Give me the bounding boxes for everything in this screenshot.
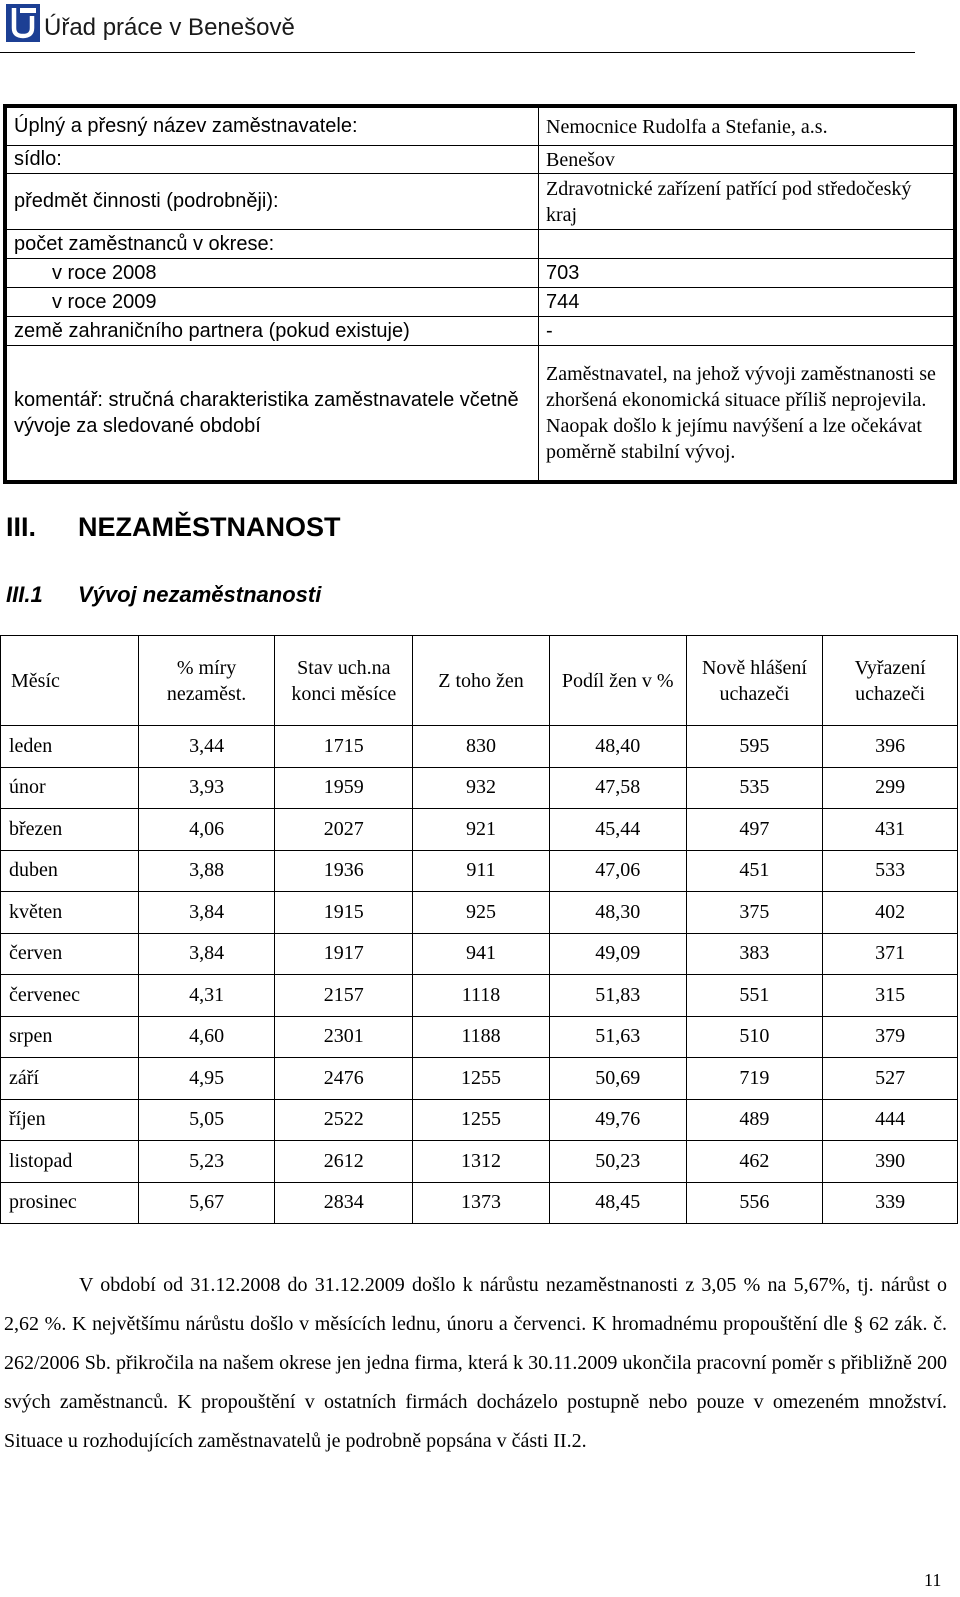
summary-paragraph: V období od 31.12.2008 do 31.12.2009 došlo k nárůstu nezaměstnanosti z 3,05 % na 5,67%, tj. nárůst o 2,62 %. K největšímu nárůstu došlo v měsících lednu, únoru a červenci. K hromadnému propouštění dle § 62 zák. č. 262/2006 Sb. přikročila na našem okrese jen jedna firma, která k 30.11.2009 ukončila pracovní poměr s přibližně 200 svých zaměstnanců. K propouštění v ostatních firmách docházelo postupně nebo pouze v omezeném množství. Situace u rozhodujících zaměstnavatelů je podrobně popsána v části II.2. <box>4 1274 947 1452</box>
page-header <box>0 0 915 53</box>
employer-seat-row <box>7 146 954 174</box>
table-cell: 315 <box>823 975 958 1017</box>
table-cell: 50,69 <box>549 1058 686 1100</box>
table-cell: 719 <box>686 1058 823 1100</box>
table-cell: 431 <box>823 809 958 851</box>
month-cell: duben <box>1 850 139 892</box>
employer-2009-row <box>7 288 954 317</box>
column-header: Nově hlášení uchazeči <box>686 636 823 726</box>
table-cell: 533 <box>823 850 958 892</box>
table-cell: 462 <box>686 1141 823 1183</box>
table-cell: 390 <box>823 1141 958 1183</box>
employer-name-value: Nemocnice Rudolfa a Stefanie, a.s. <box>539 108 954 146</box>
table-cell: 48,40 <box>549 726 686 768</box>
table-cell: 5,67 <box>138 1182 275 1224</box>
partner-country-value: - <box>539 317 954 346</box>
subsection-title: Vývoj nezaměstnanosti <box>78 582 322 607</box>
table-row <box>1 933 958 975</box>
employer-partner-row <box>7 317 954 346</box>
page-number: 11 <box>924 1570 942 1590</box>
year-2009-label: v roce 2009 <box>7 288 539 317</box>
table-cell: 2476 <box>275 1058 413 1100</box>
table-cell: 48,30 <box>549 892 686 934</box>
table-cell: 49,09 <box>549 933 686 975</box>
subsection-number: III.1 <box>6 582 43 607</box>
month-cell: leden <box>1 726 139 768</box>
employer-seat-value: Benešov <box>539 146 954 174</box>
table-cell: 1373 <box>413 1182 550 1224</box>
table-cell: 4,95 <box>138 1058 275 1100</box>
employer-seat-label: sídlo: <box>7 146 539 174</box>
table-row <box>1 1182 958 1224</box>
table-cell: 1188 <box>413 1016 550 1058</box>
table-cell: 1715 <box>275 726 413 768</box>
table-cell: 595 <box>686 726 823 768</box>
table-cell: 1312 <box>413 1141 550 1183</box>
table-cell: 2834 <box>275 1182 413 1224</box>
employer-2008-row <box>7 259 954 288</box>
month-cell: listopad <box>1 1141 139 1183</box>
table-cell: 339 <box>823 1182 958 1224</box>
table-row <box>1 726 958 768</box>
table-row <box>1 809 958 851</box>
labour-office-logo-icon <box>6 4 40 42</box>
table-cell: 48,45 <box>549 1182 686 1224</box>
office-title: Úřad práce v Benešově <box>44 14 295 41</box>
employer-employees-label: počet zaměstnanců v okrese: <box>7 230 539 259</box>
table-cell: 932 <box>413 767 550 809</box>
table-cell: 1915 <box>275 892 413 934</box>
table-cell: 1118 <box>413 975 550 1017</box>
table-row <box>1 1058 958 1100</box>
employer-name-row <box>7 108 954 146</box>
table-cell: 911 <box>413 850 550 892</box>
employer-activity-row <box>7 174 954 230</box>
month-cell: září <box>1 1058 139 1100</box>
column-header: Stav uch.na konci měsíce <box>275 636 413 726</box>
year-2008-label: v roce 2008 <box>7 259 539 288</box>
employer-activity-value: Zdravotnické zařízení patřící pod středočeský kraj <box>539 174 954 230</box>
table-cell: 50,23 <box>549 1141 686 1183</box>
table-cell: 1255 <box>413 1058 550 1100</box>
table-cell: 2301 <box>275 1016 413 1058</box>
table-cell: 47,58 <box>549 767 686 809</box>
table-cell: 830 <box>413 726 550 768</box>
table-cell: 5,23 <box>138 1141 275 1183</box>
column-header: Podíl žen v % <box>549 636 686 726</box>
year-2008-value: 703 <box>539 259 954 288</box>
table-cell: 396 <box>823 726 958 768</box>
table-cell: 383 <box>686 933 823 975</box>
employer-name-label: Úplný a přesný název zaměstnavatele: <box>7 108 539 146</box>
unemployment-table <box>0 635 958 1224</box>
month-cell: březen <box>1 809 139 851</box>
table-cell: 556 <box>686 1182 823 1224</box>
table-cell: 510 <box>686 1016 823 1058</box>
table-cell: 1917 <box>275 933 413 975</box>
table-cell: 2522 <box>275 1099 413 1141</box>
table-row <box>1 767 958 809</box>
month-cell: únor <box>1 767 139 809</box>
table-cell: 1936 <box>275 850 413 892</box>
table-cell: 444 <box>823 1099 958 1141</box>
table-row <box>1 975 958 1017</box>
table-cell: 4,31 <box>138 975 275 1017</box>
table-cell: 45,44 <box>549 809 686 851</box>
table-cell: 3,44 <box>138 726 275 768</box>
table-cell: 451 <box>686 850 823 892</box>
table-row <box>1 1099 958 1141</box>
employer-comment-label: komentář: stručná charakteristika zaměstnavatele včetně vývoje za sledované období <box>7 346 539 481</box>
table-cell: 527 <box>823 1058 958 1100</box>
month-cell: říjen <box>1 1099 139 1141</box>
table-cell: 921 <box>413 809 550 851</box>
table-cell: 925 <box>413 892 550 934</box>
column-header: Vyřazení uchazeči <box>823 636 958 726</box>
table-cell: 299 <box>823 767 958 809</box>
table-cell: 2027 <box>275 809 413 851</box>
table-cell: 49,76 <box>549 1099 686 1141</box>
table-cell: 2612 <box>275 1141 413 1183</box>
table-cell: 47,06 <box>549 850 686 892</box>
month-cell: srpen <box>1 1016 139 1058</box>
table-cell: 3,84 <box>138 892 275 934</box>
column-header: Měsíc <box>1 636 139 726</box>
month-cell: květen <box>1 892 139 934</box>
table-cell: 1959 <box>275 767 413 809</box>
employer-comment-row <box>7 346 954 481</box>
employer-employees-row <box>7 230 954 259</box>
table-cell: 51,83 <box>549 975 686 1017</box>
table-cell: 3,88 <box>138 850 275 892</box>
table-cell: 371 <box>823 933 958 975</box>
table-header-row <box>1 636 958 726</box>
table-cell: 379 <box>823 1016 958 1058</box>
table-row <box>1 892 958 934</box>
partner-country-label: země zahraničního partnera (pokud existuje) <box>7 317 539 346</box>
employer-activity-label: předmět činnosti (podrobněji): <box>7 174 539 230</box>
employer-info-table <box>3 104 957 484</box>
table-cell: 2157 <box>275 975 413 1017</box>
year-2009-value: 744 <box>539 288 954 317</box>
table-cell: 3,84 <box>138 933 275 975</box>
table-cell: 489 <box>686 1099 823 1141</box>
table-cell: 4,60 <box>138 1016 275 1058</box>
month-cell: červenec <box>1 975 139 1017</box>
table-cell: 1255 <box>413 1099 550 1141</box>
table-cell: 4,06 <box>138 809 275 851</box>
table-cell: 535 <box>686 767 823 809</box>
table-cell: 3,93 <box>138 767 275 809</box>
month-cell: prosinec <box>1 1182 139 1224</box>
table-cell: 51,63 <box>549 1016 686 1058</box>
month-cell: červen <box>1 933 139 975</box>
employer-comment-value: Zaměstnavatel, na jehož vývoji zaměstnanosti se zhoršená ekonomická situace příliš neprojevila. Naopak došlo k jejímu navýšení a lze očekávat poměrně stabilní vývoj. <box>539 346 954 481</box>
table-cell: 551 <box>686 975 823 1017</box>
table-cell: 5,05 <box>138 1099 275 1141</box>
table-cell: 375 <box>686 892 823 934</box>
table-body <box>1 726 958 1224</box>
section-title: NEZAMĚSTNANOST <box>78 512 341 542</box>
column-header: % míry nezaměst. <box>138 636 275 726</box>
table-cell: 941 <box>413 933 550 975</box>
table-cell: 497 <box>686 809 823 851</box>
table-cell: 402 <box>823 892 958 934</box>
table-row <box>1 850 958 892</box>
table-row <box>1 1016 958 1058</box>
column-header: Z toho žen <box>413 636 550 726</box>
section-number: III. <box>6 512 37 542</box>
table-row <box>1 1141 958 1183</box>
